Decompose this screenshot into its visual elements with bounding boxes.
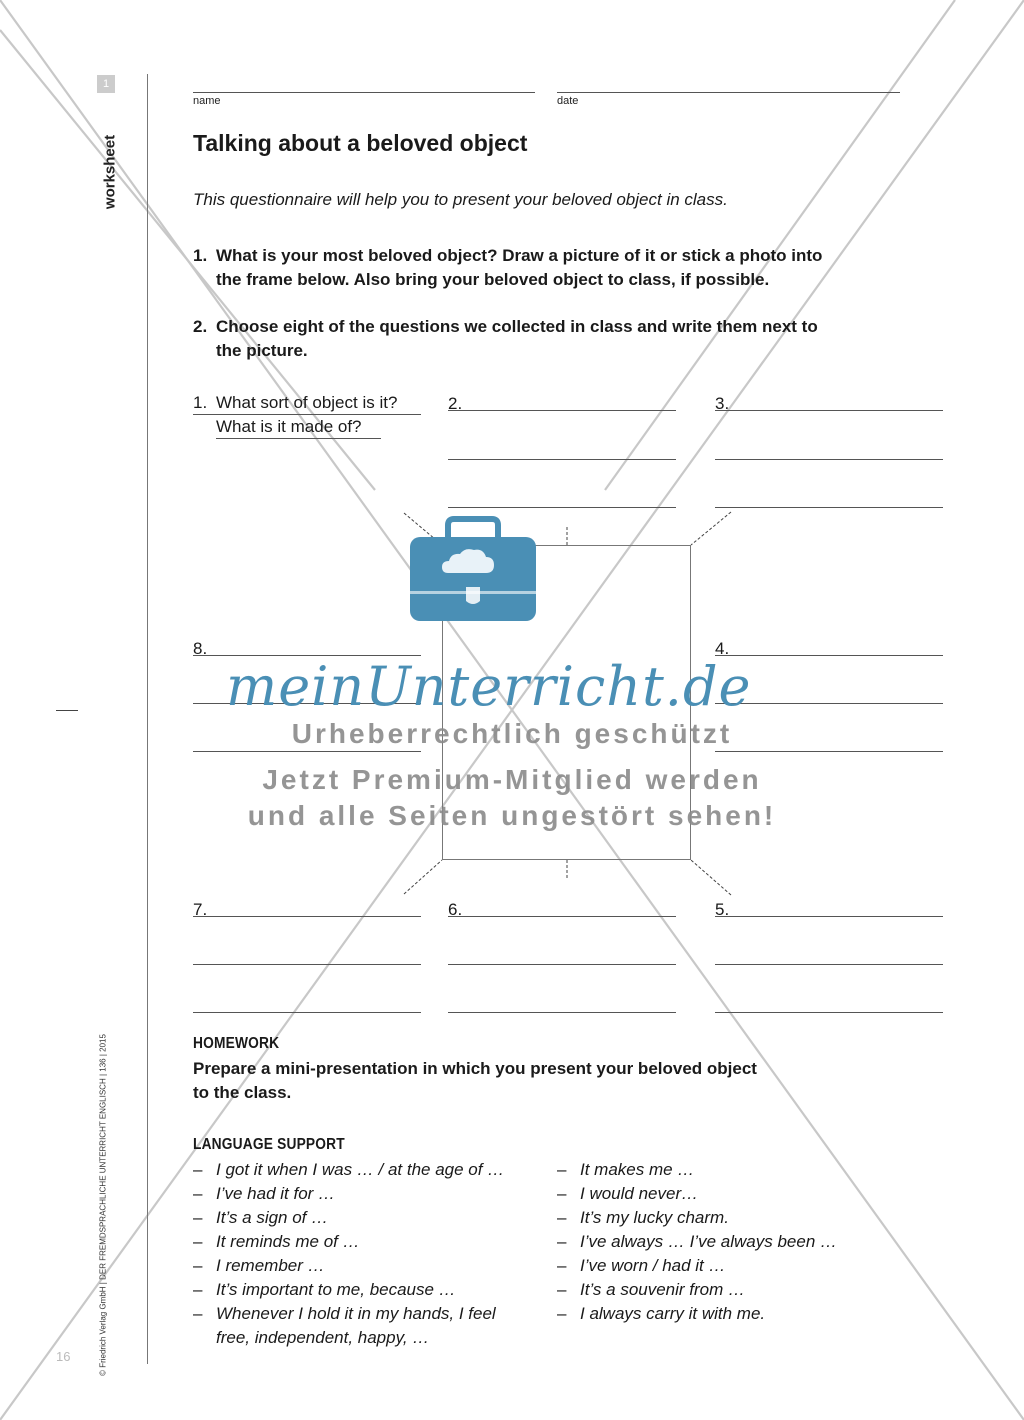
homework-line-2: to the class. bbox=[193, 1083, 292, 1102]
watermark-line-2: Jetzt Premium-Mitglied werden bbox=[262, 764, 762, 795]
phrase-item: free, independent, happy, … bbox=[216, 1328, 430, 1347]
phrase-item: I always carry it with me. bbox=[580, 1304, 766, 1323]
phrase-item: It reminds me of … bbox=[216, 1232, 360, 1251]
name-label: name bbox=[193, 95, 221, 107]
phrase-item: I’ve always … I’ve always been … bbox=[580, 1232, 837, 1251]
language-support-heading: LANGUAGE SUPPORT bbox=[193, 1136, 345, 1153]
question-5-number: 5. bbox=[715, 900, 730, 919]
question-7-answer-line[interactable] bbox=[193, 916, 421, 917]
question-4-answer-line[interactable] bbox=[715, 751, 943, 752]
question-6-answer-line[interactable] bbox=[448, 916, 676, 917]
phrase-item: It’s my lucky charm. bbox=[580, 1208, 729, 1227]
question-5-answer-line[interactable] bbox=[715, 1012, 943, 1013]
left-dash: – bbox=[193, 1232, 203, 1251]
task-2-line-2: the picture. bbox=[216, 341, 308, 360]
question-7-number: 7. bbox=[193, 900, 208, 919]
question-8-answer-line[interactable] bbox=[193, 751, 421, 752]
task-1-line-1: What is your most beloved object? Draw a picture of it or stick a photo into bbox=[216, 246, 823, 265]
right-dash: – bbox=[557, 1184, 567, 1203]
question-7-answer-line[interactable] bbox=[193, 964, 421, 965]
right-dash: – bbox=[557, 1280, 567, 1299]
task-1-number: 1. bbox=[193, 246, 208, 265]
phrase-item: I’ve worn / had it … bbox=[580, 1256, 726, 1275]
phrase-item: It’s a sign of … bbox=[216, 1208, 329, 1227]
page-title: Talking about a beloved object bbox=[193, 130, 528, 156]
date-label: date bbox=[557, 95, 579, 107]
question-5-answer-line[interactable] bbox=[715, 964, 943, 965]
briefcase-cloud-icon bbox=[408, 515, 538, 625]
question-4-number: 4. bbox=[715, 639, 730, 658]
left-dash: – bbox=[193, 1208, 203, 1227]
phrase-item: It makes me … bbox=[580, 1160, 695, 1179]
phrase-item: It’s important to me, because … bbox=[216, 1280, 456, 1299]
intro-text: This questionnaire will help you to present your beloved object in class. bbox=[193, 190, 728, 209]
task-2-number: 2. bbox=[193, 317, 208, 336]
homework-heading: HOMEWORK bbox=[193, 1035, 280, 1052]
phrase-item: I got it when I was … / at the age of … bbox=[216, 1160, 505, 1179]
question-6-number: 6. bbox=[448, 900, 463, 919]
question-1-number: 1. bbox=[193, 393, 208, 412]
left-dash: – bbox=[193, 1304, 203, 1323]
left-dash: – bbox=[193, 1160, 203, 1179]
copyright-note: © Friedrich Verlag GmbH | DER FREMDSPRACHLICHE UNTERRICHT ENGLISCH | 136 | 2015 bbox=[98, 1034, 108, 1376]
homework-line-1: Prepare a mini-presentation in which you present your beloved object bbox=[193, 1059, 757, 1078]
question-7-answer-line[interactable] bbox=[193, 1012, 421, 1013]
watermark-line-1: Urheberrechtlich geschützt bbox=[291, 718, 733, 749]
phrase-item: Whenever I hold it in my hands, I feel bbox=[216, 1304, 496, 1323]
question-8-number: 8. bbox=[193, 639, 208, 658]
watermark-logo-text: meinUnterricht.de bbox=[226, 655, 752, 718]
question-6-answer-line[interactable] bbox=[448, 964, 676, 965]
right-dash: – bbox=[557, 1256, 567, 1275]
watermark-line-3: und alle Seiten ungestört sehen! bbox=[247, 800, 777, 831]
task-2-line-1: Choose eight of the questions we collected in class and write them next to bbox=[216, 317, 818, 336]
task-1-line-2: the frame below. Also bring your beloved object to class, if possible. bbox=[216, 270, 770, 289]
question-2-number: 2. bbox=[448, 394, 463, 413]
phrase-item: I would never… bbox=[580, 1184, 699, 1203]
phrase-item: I’ve had it for … bbox=[216, 1184, 336, 1203]
page-badge: 1 bbox=[97, 75, 115, 93]
left-dash: – bbox=[193, 1280, 203, 1299]
right-dash: – bbox=[557, 1208, 567, 1227]
section-label: worksheet bbox=[101, 134, 119, 210]
question-6-answer-line[interactable] bbox=[448, 1012, 676, 1013]
left-dash: – bbox=[193, 1184, 203, 1203]
right-dash: – bbox=[557, 1304, 567, 1323]
question-1-line-2: What is it made of? bbox=[216, 417, 362, 436]
question-5-answer-line[interactable] bbox=[715, 916, 943, 917]
question-3-number: 3. bbox=[715, 394, 730, 413]
right-dash: – bbox=[557, 1160, 567, 1179]
phrase-item: It’s a souvenir from … bbox=[580, 1280, 746, 1299]
left-dash: – bbox=[193, 1256, 203, 1275]
page-number: 16 bbox=[56, 1349, 71, 1364]
phrase-item: I remember … bbox=[216, 1256, 325, 1275]
question-1-line-1: What sort of object is it? bbox=[216, 393, 398, 412]
right-dash: – bbox=[557, 1232, 567, 1251]
